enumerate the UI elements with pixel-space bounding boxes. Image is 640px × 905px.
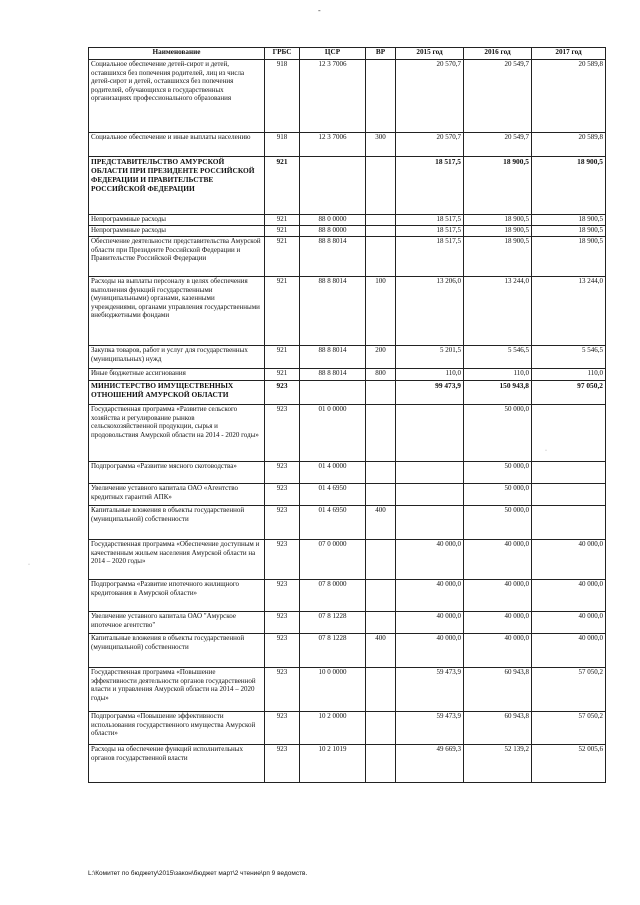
cell-vr xyxy=(366,60,396,133)
cell-2017: 40 000,0 xyxy=(532,612,606,634)
cell-vr xyxy=(366,484,396,506)
cell-2016: 50 000,0 xyxy=(464,462,532,484)
cell-grbs: 921 xyxy=(265,226,300,237)
cell-csr: 01 4 0000 xyxy=(300,462,366,484)
table-row xyxy=(89,712,606,745)
cell-grbs: 923 xyxy=(265,484,300,506)
cell-2017: 18 900,5 xyxy=(532,215,606,226)
cell-name: Капитальные вложения в объекты государственной (муниципальной) собственности xyxy=(89,634,265,668)
cell-vr xyxy=(366,745,396,783)
cell-name: Государственная программа «Развитие сельского хозяйства и регулирование рынков сельскохозяйственной продукции, сырья и продовольствия Амурской области на 2014 - 2020 годы» xyxy=(89,405,265,462)
cell-2016: 50 000,0 xyxy=(464,405,532,462)
cell-csr: 88 8 0000 xyxy=(300,226,366,237)
cell-csr: 07 8 1228 xyxy=(300,612,366,634)
header-2017: 2017 год xyxy=(532,48,606,60)
cell-csr: 88 8 8014 xyxy=(300,346,366,369)
cell-name: ПРЕДСТАВИТЕЛЬСТВО АМУРСКОЙ ОБЛАСТИ ПРИ ПРЕЗИДЕНТЕ РОССИЙСКОЙ ФЕДЕРАЦИИ И ПРАВИТЕЛЬСТВЕ РОССИЙСКОЙ ФЕДЕРАЦИИ xyxy=(89,157,265,215)
cell-csr: 01 0 0000 xyxy=(300,405,366,462)
cell-2017: 18 900,5 xyxy=(532,226,606,237)
cell-2016: 5 546,5 xyxy=(464,346,532,369)
cell-vr: 100 xyxy=(366,277,396,346)
cell-name: Государственная программа «Обеспечение доступным и качественным жильем населения Амурской области на 2014 – 2020 годы» xyxy=(89,540,265,580)
cell-grbs: 923 xyxy=(265,712,300,745)
header-vr: ВР xyxy=(366,48,396,60)
cell-vr: 400 xyxy=(366,634,396,668)
cell-csr: 10 2 1019 xyxy=(300,745,366,783)
cell-2015 xyxy=(396,462,464,484)
cell-2017: 20 589,8 xyxy=(532,60,606,133)
header-grbs: ГРБС xyxy=(265,48,300,60)
table-row xyxy=(89,612,606,634)
table-body xyxy=(89,60,606,783)
cell-2016: 18 900,5 xyxy=(464,215,532,226)
cell-2017: 40 000,0 xyxy=(532,634,606,668)
table-row xyxy=(89,405,606,462)
cell-2015: 59 473,9 xyxy=(396,712,464,745)
cell-csr xyxy=(300,157,366,215)
cell-csr: 07 8 1228 xyxy=(300,634,366,668)
cell-2017: 110,0 xyxy=(532,369,606,381)
cell-csr: 01 4 6950 xyxy=(300,506,366,540)
cell-name: Капитальные вложения в объекты государственной (муниципальной) собственности xyxy=(89,506,265,540)
cell-grbs: 921 xyxy=(265,369,300,381)
cell-2016: 40 000,0 xyxy=(464,540,532,580)
cell-vr: 400 xyxy=(366,506,396,540)
cell-vr: 200 xyxy=(366,346,396,369)
cell-vr xyxy=(366,540,396,580)
cell-name: МИНИСТЕРСТВО ИМУЩЕСТВЕННЫХ ОТНОШЕНИЙ АМУРСКОЙ ОБЛАСТИ xyxy=(89,381,265,405)
cell-name: Подпрограмма «Повышение эффективности использования государственного имущества Амурской области» xyxy=(89,712,265,745)
cell-vr xyxy=(366,405,396,462)
cell-grbs: 923 xyxy=(265,612,300,634)
cell-2015: 20 570,7 xyxy=(396,60,464,133)
cell-2016: 110,0 xyxy=(464,369,532,381)
table-row xyxy=(89,215,606,226)
cell-name: Расходы на обеспечение функций исполнительных органов государственной власти xyxy=(89,745,265,783)
cell-name: Непрограммные расходы xyxy=(89,226,265,237)
cell-2016: 40 000,0 xyxy=(464,580,532,612)
header-csr: ЦСР xyxy=(300,48,366,60)
cell-grbs: 923 xyxy=(265,405,300,462)
cell-2017 xyxy=(532,405,606,462)
cell-grbs: 923 xyxy=(265,580,300,612)
header-name: Наименование xyxy=(89,48,265,60)
cell-grbs: 921 xyxy=(265,215,300,226)
cell-name: Увеличение уставного капитала ОАО "Амурское ипотечное агентство" xyxy=(89,612,265,634)
cell-2017: 40 000,0 xyxy=(532,580,606,612)
cell-2015: 40 000,0 xyxy=(396,634,464,668)
table-row xyxy=(89,157,606,215)
table-row xyxy=(89,369,606,381)
cell-vr xyxy=(366,462,396,484)
cell-vr xyxy=(366,157,396,215)
cell-grbs: 923 xyxy=(265,506,300,540)
cell-vr: 800 xyxy=(366,369,396,381)
cell-2016: 18 900,5 xyxy=(464,237,532,277)
table-row xyxy=(89,634,606,668)
cell-2015: 18 517,5 xyxy=(396,157,464,215)
cell-2017: 20 589,8 xyxy=(532,133,606,157)
cell-name: Непрограммные расходы xyxy=(89,215,265,226)
cell-vr xyxy=(366,712,396,745)
cell-grbs: 923 xyxy=(265,540,300,580)
cell-csr: 88 8 8014 xyxy=(300,277,366,346)
cell-csr: 07 8 0000 xyxy=(300,580,366,612)
cell-2016: 13 244,0 xyxy=(464,277,532,346)
cell-vr xyxy=(366,381,396,405)
cell-2017: 57 050,2 xyxy=(532,668,606,712)
cell-vr xyxy=(366,580,396,612)
cell-2017: 40 000,0 xyxy=(532,540,606,580)
cell-2015: 20 570,7 xyxy=(396,133,464,157)
cell-grbs: 923 xyxy=(265,634,300,668)
cell-csr: 10 0 0000 xyxy=(300,668,366,712)
cell-2017: 52 005,6 xyxy=(532,745,606,783)
cell-2017: 5 546,5 xyxy=(532,346,606,369)
table-header-row xyxy=(89,48,606,60)
cell-csr: 88 8 8014 xyxy=(300,369,366,381)
cell-vr xyxy=(366,226,396,237)
cell-2017: 13 244,0 xyxy=(532,277,606,346)
cell-vr xyxy=(366,215,396,226)
cell-name: Иные бюджетные ассигнования xyxy=(89,369,265,381)
cell-grbs: 921 xyxy=(265,346,300,369)
cell-2015: 18 517,5 xyxy=(396,237,464,277)
cell-2016: 50 000,0 xyxy=(464,484,532,506)
cell-grbs: 923 xyxy=(265,381,300,405)
cell-csr: 12 3 7006 xyxy=(300,60,366,133)
table-row xyxy=(89,745,606,783)
table-row xyxy=(89,484,606,506)
table-row xyxy=(89,506,606,540)
cell-grbs: 921 xyxy=(265,277,300,346)
cell-vr xyxy=(366,237,396,277)
cell-2016: 60 943,8 xyxy=(464,712,532,745)
cell-2016: 18 900,5 xyxy=(464,157,532,215)
cell-2017: 18 900,5 xyxy=(532,237,606,277)
cell-grbs: 918 xyxy=(265,60,300,133)
cell-2015: 110,0 xyxy=(396,369,464,381)
cell-name: Государственная программа «Повышение эффективности деятельности органов государственной власти и управления Амурской области на 2014 – 2020 годы» xyxy=(89,668,265,712)
cell-grbs: 921 xyxy=(265,237,300,277)
budget-table xyxy=(88,47,606,783)
cell-name: Подпрограмма «Развитие мясного скотоводства» xyxy=(89,462,265,484)
scan-speck: · xyxy=(28,562,30,568)
cell-2015: 49 669,3 xyxy=(396,745,464,783)
cell-2016: 40 000,0 xyxy=(464,634,532,668)
cell-2015: 59 473,9 xyxy=(396,668,464,712)
cell-2015: 18 517,5 xyxy=(396,215,464,226)
cell-2016: 18 900,5 xyxy=(464,226,532,237)
table-row xyxy=(89,346,606,369)
budget-table-container xyxy=(88,47,605,783)
cell-grbs: 921 xyxy=(265,157,300,215)
cell-2017: 18 900,5 xyxy=(532,157,606,215)
table-row xyxy=(89,668,606,712)
cell-name: Социальное обеспечение и иные выплаты населению xyxy=(89,133,265,157)
cell-name: Обеспечение деятельности представительства Амурской области при Президенте Российской Федерации и Правительстве Российской Федерации xyxy=(89,237,265,277)
cell-2015: 5 201,5 xyxy=(396,346,464,369)
cell-name: Социальное обеспечение детей-сирот и детей, оставшихся без попечения родителей, лиц из числа детей-сирот и детей, оставшихся без попечения родителей, обучающихся в государственных организациях профессионального образования xyxy=(89,60,265,133)
cell-2015 xyxy=(396,405,464,462)
cell-2016: 60 943,8 xyxy=(464,668,532,712)
header-2015: 2015 год xyxy=(396,48,464,60)
cell-csr: 01 4 6950 xyxy=(300,484,366,506)
cell-2016: 150 943,8 xyxy=(464,381,532,405)
cell-2015: 40 000,0 xyxy=(396,580,464,612)
table-row xyxy=(89,540,606,580)
cell-2016: 40 000,0 xyxy=(464,612,532,634)
cell-grbs: 918 xyxy=(265,133,300,157)
table-row xyxy=(89,381,606,405)
cell-2016: 20 549,7 xyxy=(464,60,532,133)
cell-grbs: 923 xyxy=(265,745,300,783)
table-row xyxy=(89,226,606,237)
cell-2017: 97 050,2 xyxy=(532,381,606,405)
table-row xyxy=(89,462,606,484)
cell-grbs: 923 xyxy=(265,668,300,712)
cell-2015: 40 000,0 xyxy=(396,612,464,634)
cell-2015: 40 000,0 xyxy=(396,540,464,580)
cell-vr: 300 xyxy=(366,133,396,157)
table-row xyxy=(89,133,606,157)
scan-speck: · xyxy=(545,448,547,454)
cell-csr xyxy=(300,381,366,405)
cell-csr: 07 0 0000 xyxy=(300,540,366,580)
cell-name: Подпрограмма «Развитие ипотечного жилищного кредитования в Амурской области» xyxy=(89,580,265,612)
cell-name: Закупка товаров, работ и услуг для государственных (муниципальных) нужд xyxy=(89,346,265,369)
cell-2016: 20 549,7 xyxy=(464,133,532,157)
page-marker: - xyxy=(318,6,321,15)
cell-2015 xyxy=(396,484,464,506)
cell-name: Расходы на выплаты персоналу в целях обеспечения выполнения функций государственными (муниципальными) органами, казенными учреждениями, органами управления государственными внебюджетными фондами xyxy=(89,277,265,346)
cell-2017 xyxy=(532,484,606,506)
cell-csr: 12 3 7006 xyxy=(300,133,366,157)
cell-2017: 57 050,2 xyxy=(532,712,606,745)
cell-2016: 52 139,2 xyxy=(464,745,532,783)
cell-vr xyxy=(366,612,396,634)
cell-2015 xyxy=(396,506,464,540)
cell-csr: 88 8 8014 xyxy=(300,237,366,277)
cell-2015: 99 473,9 xyxy=(396,381,464,405)
table-row xyxy=(89,60,606,133)
cell-name: Увеличение уставного капитала ОАО «Агентство кредитных гарантий АПК» xyxy=(89,484,265,506)
cell-csr: 88 0 0000 xyxy=(300,215,366,226)
cell-grbs: 923 xyxy=(265,462,300,484)
cell-2017 xyxy=(532,462,606,484)
cell-2015: 18 517,5 xyxy=(396,226,464,237)
table-row xyxy=(89,277,606,346)
cell-csr: 10 2 0000 xyxy=(300,712,366,745)
cell-2015: 13 206,0 xyxy=(396,277,464,346)
file-path-footer: L:\Комитет по бюджету\2015\закон\бюджет март\2 чтение\рп 9 ведомств. xyxy=(88,870,308,877)
table-row xyxy=(89,237,606,277)
cell-2017 xyxy=(532,506,606,540)
header-2016: 2016 год xyxy=(464,48,532,60)
cell-vr xyxy=(366,668,396,712)
table-row xyxy=(89,580,606,612)
cell-2016: 50 000,0 xyxy=(464,506,532,540)
